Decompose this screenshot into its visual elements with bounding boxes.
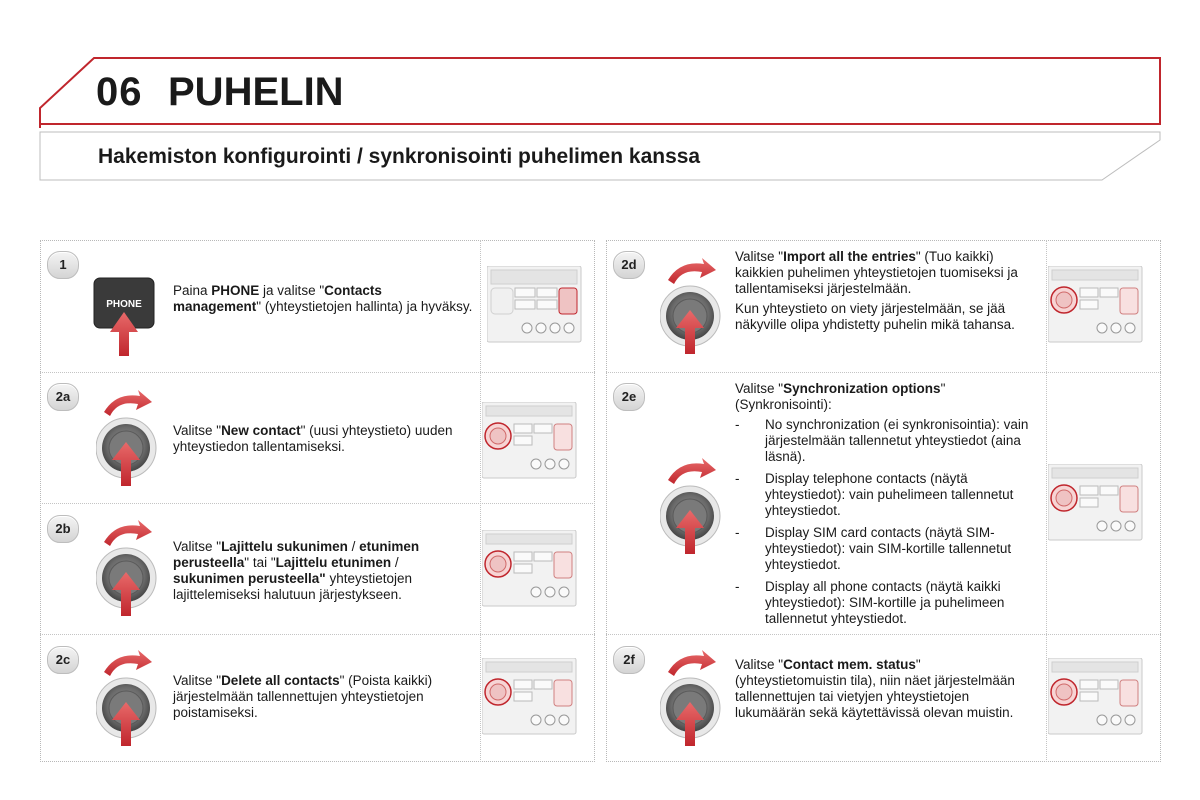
list-item: - No synchronization (ei synkronisointia): vain järjestelmään tallennetut yhteystiedot (aina läsnä). <box>735 417 1029 464</box>
phone-key-label: PHONE <box>106 299 142 310</box>
step-badge-2c: 2c <box>47 646 79 674</box>
step-badge-2a: 2a <box>47 383 79 411</box>
section-title: Hakemiston konfigurointi / synkronisointi puhelimen kanssa <box>98 145 701 168</box>
row-separator <box>40 503 595 504</box>
left-divider <box>480 240 481 762</box>
list-item: - Display all phone contacts (näytä kaikki yhteystiedot): SIM-kortille ja puhelimeen tallennetut yhteystiedot. <box>735 579 1005 626</box>
step-badge-2e: 2e <box>613 383 645 411</box>
right-divider <box>1046 240 1047 762</box>
sync-options-list <box>735 417 1040 627</box>
radio-panel-thumbnail <box>482 530 578 610</box>
step-1-text: Paina PHONE ja valitse "Contacts management" (yhteystietojen hallinta) ja hyväksy. <box>173 283 473 314</box>
radio-panel-thumbnail <box>482 402 578 482</box>
row-separator <box>606 372 1161 373</box>
step-2d-note: Kun yhteystieto on viety järjestelmään, se jää näkyville olipa yhdistetty puhelin mikä tahansa. <box>735 301 1015 332</box>
rotary-knob-icon <box>96 650 158 748</box>
step-2a-text: Valitse "New contact" (uusi yhteystieto) uuden yhteystiedon tallentamiseksi. <box>173 423 453 454</box>
step-2b-text: Valitse "Lajittelu sukunimen / etunimen perusteella" tai "Lajittelu etunimen / sukunimen perusteella" yhteystietojen lajittelemiseksi halutuun järjestykseen. <box>173 539 420 602</box>
step-badge-1: 1 <box>47 251 79 279</box>
phone-key-icon <box>92 276 158 358</box>
rotary-knob-icon <box>660 650 722 748</box>
radio-panel-thumbnail <box>1048 464 1144 544</box>
step-2e-text: Valitse "Synchronization options" (Synkronisointi): - No synchronization (ei synkronisointia): vain järjestelmään tallennetut yhteystiedot (aina läsnä). - Display telephone contacts (näytä yhteystiedot): vain puhelimeen tallennetut yhteystiedot. - Display SIM card contacts (näytä SIM-yhteystiedot): vain SIM-kortille tallennetut yhteystiedot. - Display all phone contacts (näytä kaikki yhteystiedot): SIM-kortille ja puhelimeen tallennetut yhteystiedot. <box>735 381 1040 633</box>
chapter-title: PUHELIN <box>168 70 344 114</box>
row-separator <box>40 634 595 635</box>
radio-panel-thumbnail <box>1048 658 1144 738</box>
radio-panel-thumbnail <box>482 658 578 738</box>
chapter-number: 06 <box>96 70 143 114</box>
row-separator <box>40 372 595 373</box>
list-item: - Display telephone contacts (näytä yhteystiedot): vain puhelimeen tallennetut yhteystiedot. <box>735 471 1014 518</box>
rotary-knob-icon <box>660 458 722 556</box>
list-item: - Display SIM card contacts (näytä SIM-yhteystiedot): vain SIM-kortille tallennetut yhteystiedot. <box>735 525 1012 572</box>
step-2c-text: Valitse "Delete all contacts" (Poista kaikki) järjestelmään tallennettujen yhteystietojen poistamiseksi. <box>173 673 433 720</box>
step-2f-text: Valitse "Contact mem. status" (yhteystietomuistin tila), niin näet järjestelmään tallennettujen tai vietyjen yhteystietojen lukumäärän sekä käytettävissä olevan muistin. <box>735 657 1015 720</box>
step-badge-2b: 2b <box>47 515 79 543</box>
step-badge-2d: 2d <box>613 251 645 279</box>
radio-panel-thumbnail <box>487 266 583 346</box>
step-2d-text: Valitse "Import all the entries" (Tuo kaikki) kaikkien puhelimen yhteystietojen tuomiseksi ja tallentamiseksi järjestelmään. Kun yhteystieto on viety järjestelmään, se jää näkyville olipa yhdistetty puhelin mikä tahansa. <box>735 249 1035 333</box>
rotary-knob-icon <box>660 258 722 356</box>
step-badge-2f: 2f <box>613 646 645 674</box>
row-separator <box>606 634 1161 635</box>
rotary-knob-icon <box>96 520 158 618</box>
rotary-knob-icon <box>96 390 158 488</box>
radio-panel-thumbnail <box>1048 266 1144 346</box>
